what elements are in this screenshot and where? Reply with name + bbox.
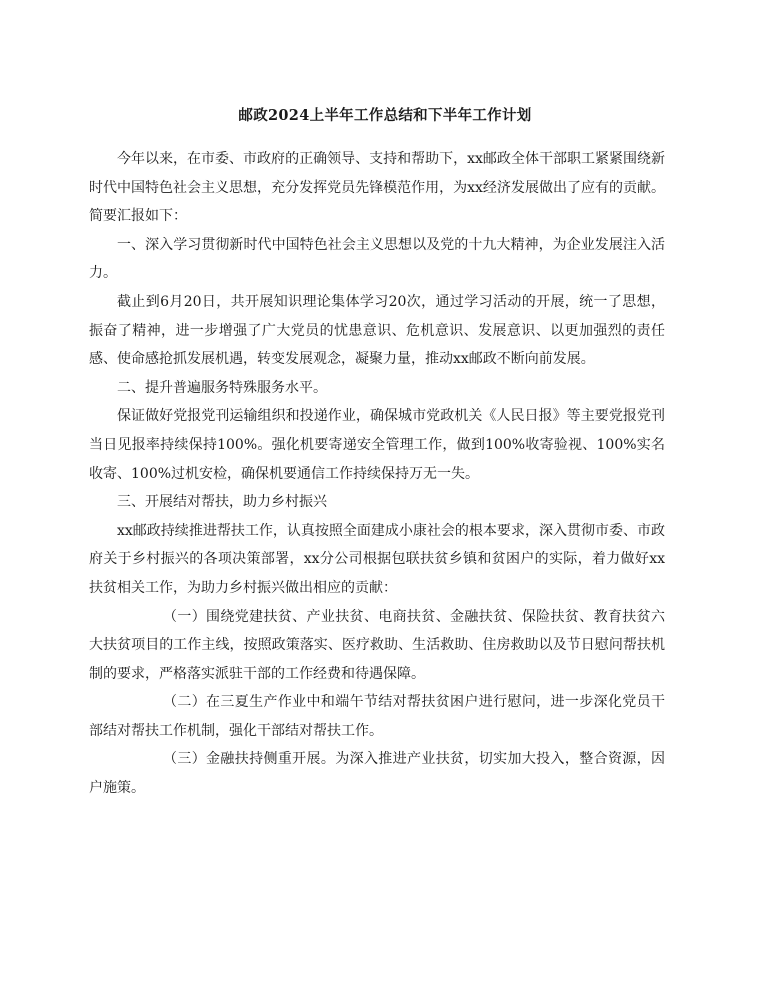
paragraph-service: 保证做好党报党刊运输组织和投递作业，确保城市党政机关《人民日报》等主要党报党刊当日见报率持续保持100%。强化机要寄递安全管理工作，做到100%收寄验视、100%实名收寄、100%过机安检，确保机要通信工作持续保持万无一失。 (89, 408, 665, 482)
sub-item-3: （三）金融扶持侧重开展。为深入推进产业扶贫，切实加大投入，整合资源，因户施策。 (89, 751, 665, 797)
document-title: 邮政2024上半年工作总结和下半年工作计划 (238, 107, 532, 124)
section-heading-1: 一、深入学习贯彻新时代中国特色社会主义思想以及党的十九大精神，为企业发展注入活力。 (89, 236, 665, 282)
paragraph-assistance: xx邮政持续推进帮扶工作，认真按照全面建成小康社会的根本要求，深入贯彻市委、市政府关于乡村振兴的各项决策部署，xx分公司根据包联扶贫乡镇和贫困户的实际，着力做好xx扶贫相关工作，为助力乡村振兴做出相应的贡献： (89, 522, 665, 596)
document-body (89, 145, 665, 803)
paragraph-intro: 今年以来，在市委、市政府的正确领导、支持和帮助下，xx邮政全体干部职工紧紧围绕新时代中国特色社会主义思想，充分发挥党员先锋模范作用，为xx经济发展做出了应有的贡献。简要汇报如下： (89, 151, 665, 225)
section-heading-2: 二、提升普遍服务特殊服务水平。 (117, 379, 327, 396)
sub-item-1: （一）围绕党建扶贫、产业扶贫、电商扶贫、金融扶贫、保险扶贫、教育扶贫六大扶贫项目的工作主线，按照政策落实、医疗救助、生活救助、住房救助以及节日慰问帮扶机制的要求，严格落实派驻干部的工作经费和待遇保障。 (89, 608, 665, 682)
sub-item-2: （二）在三夏生产作业中和端午节结对帮扶贫困户进行慰问，进一步深化党员干部结对帮扶工作机制，强化干部结对帮扶工作。 (89, 694, 665, 739)
section-heading-3: 三、开展结对帮扶，助力乡村振兴 (117, 494, 327, 511)
paragraph-study: 截止到6月20日，共开展知识理论集体学习20次，通过学习活动的开展，统一了思想，振奋了精神，进一步增强了广大党员的忧患意识、危机意识、发展意识、以更加强烈的责任感、使命感抢抓发展机遇，转变发展观念，凝聚力量，推动xx邮政不断向前发展。 (89, 293, 665, 368)
